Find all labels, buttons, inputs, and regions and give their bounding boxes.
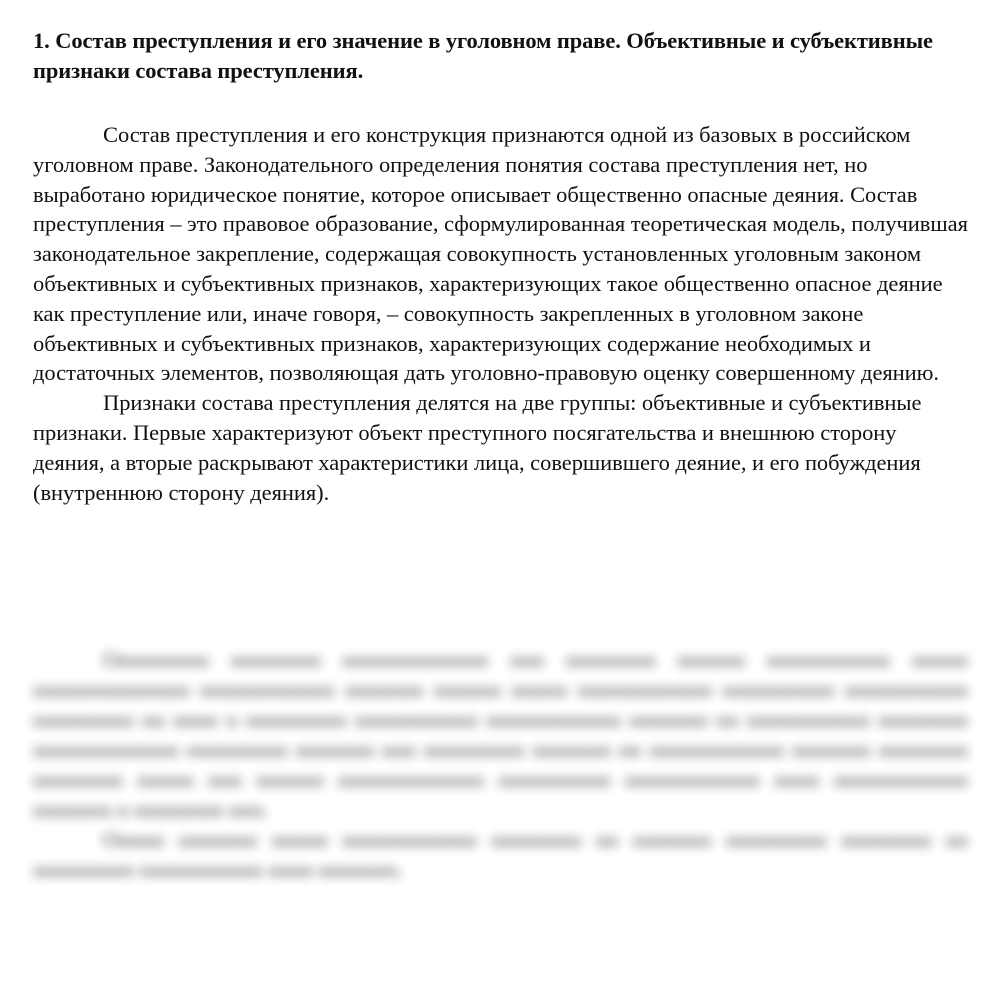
document-page xyxy=(33,26,968,507)
paragraph-2: Признаки состава преступления делятся на две группы: объективные и субъективные признаки. Первые характеризуют объект преступного посягательства и внешнюю сторону деяния, а вторые раскрывают характеристики лица, совершившего деяние, и его побуждения (внутреннюю сторону деяния). xyxy=(33,390,922,505)
document-heading: 1. Состав преступления и его значение в уголовном праве. Объективные и субъективные признаки состава преступления. xyxy=(33,28,933,83)
document-body xyxy=(33,120,968,507)
blurred-paragraph-2: Ооооо ооооооо ооооо оооооооооооо оооооооо оо ооооооо ооооооооо оооооооо оо ооооооооо ооооооооооо оооо ооооооо. xyxy=(33,827,968,882)
blurred-hidden-text xyxy=(33,645,968,885)
blurred-paragraph: Ооооооооо оооооооо ооооооооооооо ооо оооооооо оооооо ооооооооооо ооооо оооооооооооооо оооооооооооо ооооооо оооооо ооооо оооооооооооо оооооооооо ооооооооооо ооооооооо оо оооо о ооооооооо ооооооооооо оооооооооооо ооооооо оо ооооооооооо оооооооо ооооооооооооо ооооооооо ооооооо ооо ооооооооо ооооооо оо оооооооооооо ооооооо оооооооо оооооооо ооооо ооо оооооо ооооооооооооо оооооооооо оооооооооооо оооо оооооооооооо ооооооо о оооооооо ооо. xyxy=(33,647,968,822)
paragraph-1: Состав преступления и его конструкция признаются одной из базовых в российском уголовном праве. Законодательного определения понятия состава преступления нет, но выработано юридическое понятие, которое описывает общественно опасные деяния. Состав преступления – это правовое образование, сформулированная теоретическая модель, получившая законодательное закрепление, содержащая совокупность установленных уголовным законом объективных и субъективных признаков, характеризующих такое общественно опасное деяние как преступление или, иначе говоря, – совокупность закрепленных в уголовном законе объективных и субъективных признаков, характеризующих содержание необходимых и достаточных элементов, позволяющая дать уголовно-правовую оценку совершенному деянию. xyxy=(33,122,968,386)
